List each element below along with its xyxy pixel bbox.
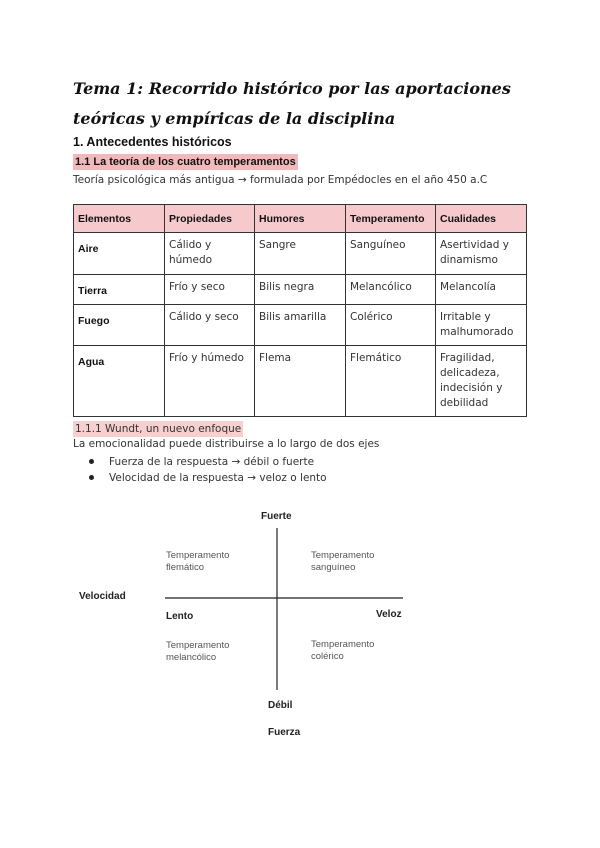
slow-label: Lento — [166, 611, 194, 622]
wundt-heading: 1.1.1 Wundt, un nuevo enfoque — [75, 423, 242, 435]
table-cell: Asertividad y dinamismo — [436, 233, 527, 275]
page-title: Tema 1: Recorrido histórico por las aportaciones teóricas y empíricas de la disciplina — [73, 79, 511, 128]
table-cell: Flema — [255, 346, 346, 417]
table-cell: Sanguíneo — [346, 233, 436, 275]
quadrant-top-left: Temperamento flemático — [166, 550, 230, 573]
fast-label: Veloz — [376, 609, 402, 620]
strength-axis-label: Fuerza — [268, 727, 301, 738]
subsection-heading: 1.1 La teoría de los cuatro temperamentos — [75, 156, 296, 168]
table-cell: Frío y seco — [165, 275, 255, 305]
quadrant-bottom-left: Temperamento melancólico — [166, 640, 230, 663]
header-cell: Cualidades — [436, 205, 527, 233]
section-heading: 1. Antecedentes históricos — [73, 135, 232, 149]
table-cell: Bilis amarilla — [255, 305, 346, 346]
weak-label: Débil — [268, 700, 293, 711]
header-cell: Propiedades — [165, 205, 255, 233]
table-cell: Bilis negra — [255, 275, 346, 305]
table-cell: Frío y húmedo — [165, 346, 255, 417]
speed-axis-label: Velocidad — [79, 591, 126, 602]
table-cell: Flemático — [346, 346, 436, 417]
wundt-text: La emocionalidad puede distribuirse a lo largo de dos ejes — [73, 438, 380, 450]
quadrant-bottom-right: Temperamento colérico — [311, 639, 375, 662]
list-item-text: Velocidad de la respuesta → veloz o lento — [109, 472, 327, 484]
table-cell: Colérico — [346, 305, 436, 346]
element-cell: Aire — [74, 233, 165, 275]
header-cell: Temperamento — [346, 205, 436, 233]
strong-label: Fuerte — [261, 511, 292, 522]
element-cell: Tierra — [74, 275, 165, 305]
quadrant-top-right: Temperamento sanguíneo — [311, 550, 375, 573]
table-cell: Melancolía — [436, 275, 527, 305]
list-item-text: Fuerza de la respuesta → débil o fuerte — [109, 456, 315, 468]
header-cell: Elementos — [74, 205, 165, 233]
element-cell: Agua — [74, 346, 165, 417]
table-cell: Sangre — [255, 233, 346, 275]
table-cell: Fragilidad, delicadeza, indecisión y debilidad — [436, 346, 527, 417]
header-cell: Humores — [255, 205, 346, 233]
table-cell: Irritable y malhumorado — [436, 305, 527, 346]
table-cell: Cálido y seco — [165, 305, 255, 346]
element-cell: Fuego — [74, 305, 165, 346]
intro-text: Teoría psicológica más antigua → formulada por Empédocles en el año 450 a.C — [73, 174, 488, 186]
table-cell: Melancólico — [346, 275, 436, 305]
table-cell: Cálido y húmedo — [165, 233, 255, 275]
